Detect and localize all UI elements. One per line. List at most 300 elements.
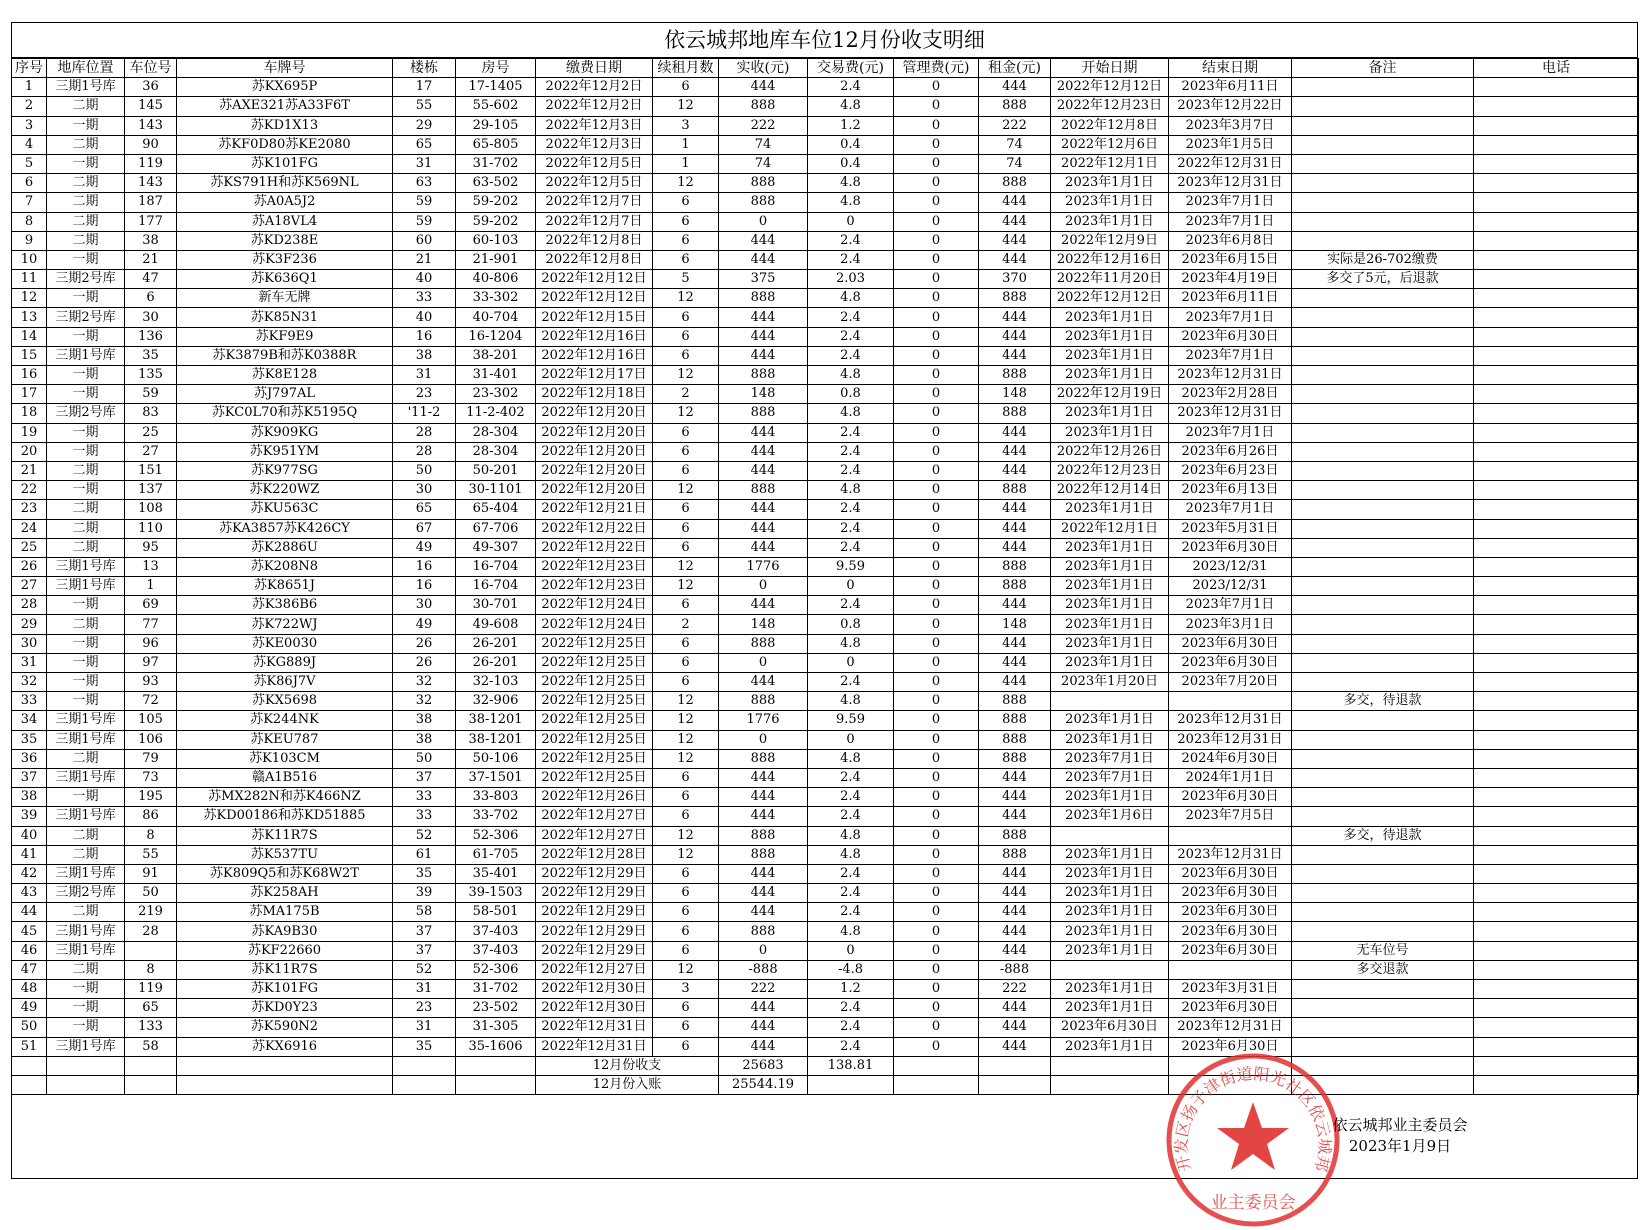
table-cell: 三期2号库 [47, 404, 125, 423]
table-cell: 33-803 [456, 788, 536, 807]
table-cell: 2022年12月8日 [1051, 116, 1169, 135]
table-cell: 13 [12, 308, 47, 327]
table-cell: 2023年1月1日 [1051, 212, 1169, 231]
table-cell [1292, 97, 1474, 116]
table-cell: 三期1号库 [47, 864, 125, 883]
seal-bottom-text: 业主委员会 [1210, 1193, 1296, 1213]
table-cell: 苏KD00186和苏KD51885 [177, 807, 393, 826]
table-cell [1474, 615, 1639, 634]
table-cell: 0 [808, 212, 894, 231]
table-cell: 46 [12, 941, 47, 960]
table-cell: 苏K590N2 [177, 1018, 393, 1037]
table-cell [1292, 174, 1474, 193]
table-cell: 0 [894, 97, 979, 116]
table-cell: 2023年1月1日 [1051, 500, 1169, 519]
table-cell: 23 [12, 500, 47, 519]
table-cell: 6 [653, 884, 719, 903]
table-cell: 444 [719, 346, 808, 365]
table-cell [1474, 250, 1639, 269]
table-cell: 12 [653, 404, 719, 423]
table-cell: 苏K258AH [177, 884, 393, 903]
table-cell: 苏KF22660 [177, 941, 393, 960]
table-cell: 222 [719, 980, 808, 999]
table-cell: 8 [12, 212, 47, 231]
table-cell: 444 [979, 442, 1051, 461]
table-cell: 2023年6月11日 [1169, 289, 1292, 308]
table-cell: 40 [12, 826, 47, 845]
table-cell: 2022年12月25日 [536, 711, 653, 730]
table-cell: 2023年6月11日 [1169, 78, 1292, 97]
table-cell: 苏KU563C [177, 500, 393, 519]
table-cell: 22 [12, 481, 47, 500]
table-cell: 2022年12月25日 [536, 692, 653, 711]
table-cell: 136 [125, 327, 177, 346]
table-cell: 2.4 [808, 807, 894, 826]
table-cell: 44 [12, 903, 47, 922]
table-cell [1474, 289, 1639, 308]
column-header: 房号 [456, 59, 536, 78]
table-cell: 888 [979, 730, 1051, 749]
table-cell: 86 [125, 807, 177, 826]
table-cell: 苏KX5698 [177, 692, 393, 711]
table-cell: 一期 [47, 442, 125, 461]
table-cell: 2022年12月24日 [536, 596, 653, 615]
table-cell: 1 [125, 577, 177, 596]
table-cell [1474, 1018, 1639, 1037]
deposit-label: 12月份入账 [536, 1075, 719, 1094]
table-cell: 222 [719, 116, 808, 135]
table-cell: 47 [125, 270, 177, 289]
table-cell: 9.59 [808, 711, 894, 730]
table-cell: 444 [979, 423, 1051, 442]
table-cell: 119 [125, 154, 177, 173]
table-cell: 143 [125, 116, 177, 135]
table-row [12, 768, 1639, 787]
table-cell: 2023年1月1日 [1051, 730, 1169, 749]
income-total: 25683 [719, 1056, 808, 1075]
table-cell: 无车位号 [1292, 941, 1474, 960]
table-cell [1474, 922, 1639, 941]
table-cell: 多交，待退款 [1292, 826, 1474, 845]
table-cell: 29 [12, 615, 47, 634]
table-cell: 苏K3F236 [177, 250, 393, 269]
table-cell: 50 [12, 1018, 47, 1037]
table-cell [1292, 1018, 1474, 1037]
table-cell: 40 [393, 308, 456, 327]
table-cell: 23 [393, 385, 456, 404]
table-cell: 23-502 [456, 999, 536, 1018]
table-cell: 0 [894, 577, 979, 596]
table-cell: 三期1号库 [47, 78, 125, 97]
table-cell: 32 [393, 673, 456, 692]
table-cell: 2022年12月5日 [536, 154, 653, 173]
table-cell: 4.8 [808, 692, 894, 711]
table-cell: 34 [12, 711, 47, 730]
table-cell: 一期 [47, 154, 125, 173]
table-cell: 2023年6月15日 [1169, 250, 1292, 269]
table-cell: 6 [653, 673, 719, 692]
table-row [12, 538, 1639, 557]
table-cell: 27 [12, 577, 47, 596]
table-cell: 2023年12月31日 [1169, 366, 1292, 385]
table-cell: 2023年1月1日 [1051, 903, 1169, 922]
table-cell: 2023年6月30日 [1051, 1018, 1169, 1037]
table-cell: 39 [12, 807, 47, 826]
table-cell: 2022年12月23日 [1051, 97, 1169, 116]
table-cell [1474, 730, 1639, 749]
summary-row-deposit [12, 1075, 1639, 1094]
table-cell: 0 [894, 250, 979, 269]
table-row [12, 154, 1639, 173]
table-cell: 444 [979, 922, 1051, 941]
table-cell: 2.4 [808, 461, 894, 480]
table-cell: 444 [719, 1018, 808, 1037]
table-cell [1474, 980, 1639, 999]
table-cell: 0.8 [808, 385, 894, 404]
table-cell: 135 [125, 366, 177, 385]
table-cell: 0 [894, 864, 979, 883]
table-cell: 2022年12月20日 [536, 481, 653, 500]
table-cell [1474, 749, 1639, 768]
table-cell: 55 [125, 845, 177, 864]
table-cell: 74 [719, 154, 808, 173]
table-cell: 444 [979, 653, 1051, 672]
table-cell [1474, 864, 1639, 883]
table-cell [1292, 78, 1474, 97]
table-cell: 4.8 [808, 193, 894, 212]
table-cell: 444 [979, 308, 1051, 327]
table-cell [1474, 116, 1639, 135]
table-cell: 0 [894, 980, 979, 999]
table-cell: 2023年12月31日 [1169, 1018, 1292, 1037]
table-row [12, 615, 1639, 634]
table-cell: 苏K86J7V [177, 673, 393, 692]
table-cell: 137 [125, 481, 177, 500]
table-cell: 33 [393, 807, 456, 826]
table-cell: 105 [125, 711, 177, 730]
table-cell: 6 [653, 788, 719, 807]
table-cell: 3 [653, 980, 719, 999]
table-cell: 一期 [47, 673, 125, 692]
table-cell: 151 [125, 461, 177, 480]
table-cell: 8 [125, 960, 177, 979]
table-cell: 50 [393, 749, 456, 768]
table-cell: 888 [719, 481, 808, 500]
table-row [12, 174, 1639, 193]
table-cell: 6 [125, 289, 177, 308]
table-cell: 苏K537TU [177, 845, 393, 864]
table-cell: 苏KE0030 [177, 634, 393, 653]
table-cell [1292, 788, 1474, 807]
table-cell: 16-1204 [456, 327, 536, 346]
seal-ring-text: 开发区扬子津街道阳光社区依云城邦 [1171, 1063, 1335, 1174]
table-cell: 444 [719, 884, 808, 903]
table-cell: 444 [979, 250, 1051, 269]
table-cell: 35-1606 [456, 1037, 536, 1056]
table-cell: 2.4 [808, 78, 894, 97]
table-cell: 37 [393, 922, 456, 941]
table-cell: 39-1503 [456, 884, 536, 903]
table-cell: 48 [12, 980, 47, 999]
table-cell: 2.4 [808, 1037, 894, 1056]
table-cell: 52-306 [456, 960, 536, 979]
table-cell [1474, 711, 1639, 730]
table-row [12, 500, 1639, 519]
table-cell: 58-501 [456, 903, 536, 922]
table-cell: 444 [719, 231, 808, 250]
table-cell: 74 [979, 135, 1051, 154]
table-cell: 三期2号库 [47, 270, 125, 289]
table-cell: 赣A1B516 [177, 768, 393, 787]
table-cell [1292, 346, 1474, 365]
table-cell: 6 [653, 807, 719, 826]
table-cell [1292, 423, 1474, 442]
table-cell: 69 [125, 596, 177, 615]
column-header: 租金(元) [979, 59, 1051, 78]
table-row [12, 788, 1639, 807]
table-cell: 60-103 [456, 231, 536, 250]
table-cell: 888 [979, 97, 1051, 116]
table-cell: 91 [125, 864, 177, 883]
ledger-table [11, 58, 1639, 1095]
table-cell: 2023年1月1日 [1051, 404, 1169, 423]
table-cell: 苏K101FG [177, 154, 393, 173]
table-cell: 12 [653, 711, 719, 730]
table-cell [1474, 500, 1639, 519]
table-cell: 35-401 [456, 864, 536, 883]
table-cell [1292, 903, 1474, 922]
table-row [12, 1018, 1639, 1037]
table-cell: 2023年1月1日 [1051, 941, 1169, 960]
column-header: 车牌号 [177, 59, 393, 78]
table-cell: 2023年1月1日 [1051, 980, 1169, 999]
table-cell: 2022年12月29日 [536, 941, 653, 960]
table-cell: 一期 [47, 596, 125, 615]
table-row [12, 711, 1639, 730]
table-cell: 0 [808, 941, 894, 960]
table-cell: 0.8 [808, 615, 894, 634]
table-cell: 12 [653, 730, 719, 749]
table-row [12, 730, 1639, 749]
table-cell [1474, 596, 1639, 615]
fee-total: 138.81 [808, 1056, 894, 1075]
table-cell: 2022年12月1日 [1051, 519, 1169, 538]
table-cell: 888 [979, 557, 1051, 576]
table-cell: 38 [393, 346, 456, 365]
table-cell: 21 [393, 250, 456, 269]
table-cell: 一期 [47, 366, 125, 385]
table-cell [1474, 788, 1639, 807]
table-cell: 143 [125, 174, 177, 193]
table-cell: 2023年1月1日 [1051, 538, 1169, 557]
table-cell: 12 [12, 289, 47, 308]
table-cell: 444 [719, 807, 808, 826]
table-cell: 6 [653, 193, 719, 212]
table-cell: 444 [979, 596, 1051, 615]
table-cell: 888 [979, 481, 1051, 500]
table-cell: 50 [125, 884, 177, 903]
table-row [12, 922, 1639, 941]
table-cell: 多交了5元，后退款 [1292, 270, 1474, 289]
table-cell [1474, 154, 1639, 173]
table-cell: 61 [393, 845, 456, 864]
table-cell: 2023年6月26日 [1169, 442, 1292, 461]
table-cell [1292, 634, 1474, 653]
table-cell: 59 [125, 385, 177, 404]
table-cell: 2023年12月31日 [1169, 845, 1292, 864]
table-cell: 444 [719, 596, 808, 615]
table-cell: 888 [979, 749, 1051, 768]
column-header: 备注 [1292, 59, 1474, 78]
table-cell: 2022年12月19日 [1051, 385, 1169, 404]
table-cell: 1.2 [808, 980, 894, 999]
table-cell: 888 [719, 749, 808, 768]
table-cell: 0 [894, 289, 979, 308]
table-cell: 31-702 [456, 980, 536, 999]
table-cell: 9 [12, 231, 47, 250]
table-cell: 2.03 [808, 270, 894, 289]
table-cell: 2.4 [808, 788, 894, 807]
table-row [12, 519, 1639, 538]
table-cell: 苏K3879B和苏K0388R [177, 346, 393, 365]
table-cell: 一期 [47, 385, 125, 404]
table-cell: 1.2 [808, 116, 894, 135]
table-cell: 16 [393, 327, 456, 346]
table-cell [1474, 826, 1639, 845]
table-cell: 2023年1月1日 [1051, 308, 1169, 327]
table-cell: 40 [393, 270, 456, 289]
table-cell: 2 [653, 615, 719, 634]
table-cell: 4.8 [808, 404, 894, 423]
table-cell: 2022年12月25日 [536, 653, 653, 672]
table-cell: 6 [653, 231, 719, 250]
table-cell: 2023年1月6日 [1051, 807, 1169, 826]
table-cell: 37 [12, 768, 47, 787]
table-cell: 888 [719, 826, 808, 845]
table-cell: 65 [125, 999, 177, 1018]
table-cell: 2022年12月18日 [536, 385, 653, 404]
table-cell: 2023年1月1日 [1051, 577, 1169, 596]
table-cell: 13 [125, 557, 177, 576]
table-cell: 49 [393, 538, 456, 557]
table-cell: 二期 [47, 212, 125, 231]
table-cell: 74 [979, 154, 1051, 173]
table-cell: 一期 [47, 999, 125, 1018]
table-cell: 6 [653, 922, 719, 941]
table-cell: 0 [894, 308, 979, 327]
table-cell: 二期 [47, 193, 125, 212]
table-cell: 29 [393, 116, 456, 135]
table-cell: 苏K977SG [177, 461, 393, 480]
table-cell: 16-704 [456, 557, 536, 576]
table-cell: 1776 [719, 557, 808, 576]
table-cell [1292, 807, 1474, 826]
table-cell: 2023年1月1日 [1051, 193, 1169, 212]
table-row [12, 845, 1639, 864]
table-cell: 苏KD1X13 [177, 116, 393, 135]
table-cell [1292, 154, 1474, 173]
table-cell: 35 [393, 864, 456, 883]
table-cell [1292, 404, 1474, 423]
table-cell: 65-404 [456, 500, 536, 519]
table-cell: 6 [653, 212, 719, 231]
table-cell: 二期 [47, 903, 125, 922]
table-cell: 2023年7月1日 [1169, 308, 1292, 327]
table-cell [1292, 980, 1474, 999]
table-cell: 苏K809Q5和苏K68W2T [177, 864, 393, 883]
table-cell: 一期 [47, 653, 125, 672]
table-cell: 12 [653, 481, 719, 500]
table-cell: 0 [894, 884, 979, 903]
table-cell: 888 [719, 922, 808, 941]
table-cell: 一期 [47, 980, 125, 999]
table-cell: 444 [719, 903, 808, 922]
table-cell: 6 [653, 596, 719, 615]
table-cell: 148 [719, 385, 808, 404]
column-header: 缴费日期 [536, 59, 653, 78]
table-cell: 2023年1月1日 [1051, 711, 1169, 730]
column-header: 实收(元) [719, 59, 808, 78]
table-cell: 59-202 [456, 193, 536, 212]
table-cell: 40-704 [456, 308, 536, 327]
table-cell: 21-901 [456, 250, 536, 269]
table-cell: 2022年12月12日 [536, 270, 653, 289]
table-cell: 31 [12, 653, 47, 672]
table-cell: 0 [894, 154, 979, 173]
table-cell: 2022年12月17日 [536, 366, 653, 385]
table-cell: 6 [653, 346, 719, 365]
table-cell [1474, 538, 1639, 557]
table-cell: 三期2号库 [47, 308, 125, 327]
table-cell: 35 [125, 346, 177, 365]
table-cell: 77 [125, 615, 177, 634]
table-cell: 2023年7月1日 [1169, 423, 1292, 442]
table-cell: 12 [653, 845, 719, 864]
table-cell: 90 [125, 135, 177, 154]
table-cell: 2023年7月20日 [1169, 673, 1292, 692]
table-cell: 375 [719, 270, 808, 289]
table-cell: 26-201 [456, 653, 536, 672]
table-cell [1474, 557, 1639, 576]
table-cell [1292, 500, 1474, 519]
table-cell: 2.4 [808, 423, 894, 442]
table-cell: 4.8 [808, 481, 894, 500]
table-cell: 67 [393, 519, 456, 538]
table-cell: 444 [719, 999, 808, 1018]
table-cell: 6 [653, 250, 719, 269]
table-cell: 444 [979, 903, 1051, 922]
table-cell: 11-2-402 [456, 404, 536, 423]
table-cell: 2022年12月27日 [536, 826, 653, 845]
table-cell: 12 [653, 749, 719, 768]
table-cell [1292, 557, 1474, 576]
table-cell: 2022年12月7日 [536, 193, 653, 212]
table-cell: 12 [653, 557, 719, 576]
table-cell [1051, 960, 1169, 979]
table-cell: 二期 [47, 519, 125, 538]
table-cell: 2.4 [808, 999, 894, 1018]
table-cell: 444 [979, 193, 1051, 212]
table-cell: 2023年12月22日 [1169, 97, 1292, 116]
summary-row-income [12, 1056, 1639, 1075]
table-cell: 2023年4月19日 [1169, 270, 1292, 289]
table-cell [1474, 461, 1639, 480]
table-cell: 6 [653, 768, 719, 787]
table-cell: 888 [719, 692, 808, 711]
table-cell [1474, 212, 1639, 231]
table-cell: 444 [719, 519, 808, 538]
table-cell [1169, 692, 1292, 711]
